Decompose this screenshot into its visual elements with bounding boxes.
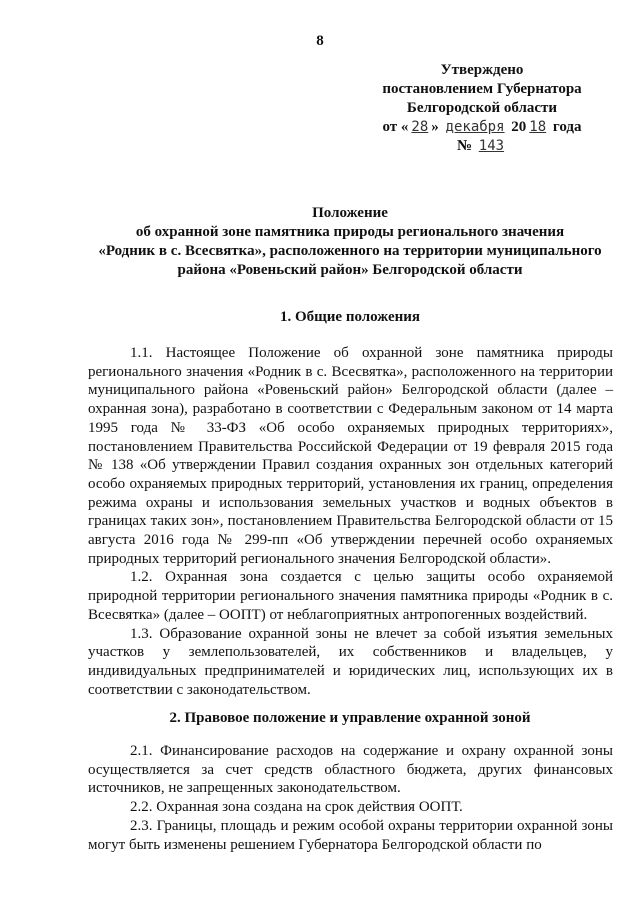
title-line-3: «Родник в с. Всесвятка», расположенного на территории муниципального (98, 243, 602, 259)
number-prefix: № (456, 138, 473, 154)
section-2-heading: 2. Правовое положение и управление охранной зоной (169, 710, 531, 726)
date-mid: » (431, 119, 439, 135)
section-1-heading: 1. Общие положения (279, 309, 421, 325)
date-day: 28 (411, 119, 429, 135)
approval-date (352, 118, 612, 137)
date-prefix: от « (382, 119, 409, 135)
page-number: 8 (316, 33, 324, 49)
date-suffix: года (552, 119, 582, 135)
date-year-suffix: 18 (529, 119, 547, 135)
approval-line-3: Белгородской области (406, 100, 558, 116)
date-year-prefix: 20 (511, 119, 527, 135)
approval-line-1: Утверждено (440, 62, 524, 78)
number-value: 143 (478, 138, 505, 154)
paragraph-2-3: 2.3. Границы, площадь и режим особой охраны территории охранной зоны могут быть изменены решением Губернатора Белгородской области по (88, 817, 613, 853)
paragraph-2-1: 2.1. Финансирование расходов на содержание и охрану охранной зоны осуществляется за счет средств областного бюджета, других финансовых источников, не запрещенных законодательством. (88, 743, 613, 797)
document-title (60, 204, 640, 280)
title-line-4: района «Ровеньский район» Белгородской области (177, 262, 523, 278)
paragraph-1-3: 1.3. Образование охранной зоны не влечет за собой изъятия земельных участков у землепользователей, их собственников и владельцев, у индивидуальных предпринимателей и юридических лиц, использующих их в соответствии с законодательством. (88, 625, 613, 698)
title-line-1: Положение (312, 205, 388, 221)
paragraph-2-2: 2.2. Охранная зона создана на срок действия ООПТ. (130, 799, 463, 816)
title-line-2: об охранной зоне памятника природы регионального значения (135, 224, 565, 240)
approval-stamp (352, 61, 612, 156)
section-1-body (88, 344, 613, 699)
section-2-body (88, 742, 613, 854)
paragraph-1-1: 1.1. Настоящее Положение об охранной зоне памятника природы регионального значения «Родник в с. Всесвятка», расположенного на территории муниципального района «Ровеньский район» Белгородской области (далее – охранная зона), разработано в соответствии с Федеральным законом от 14 марта 1995 года № 33-ФЗ «Об особо охраняемых природных территориях», постановлением Правительства Российской Федерации от 19 февраля 2015 года № 138 «Об утверждении Правил создания охранных зон отдельных категорий особо охраняемых природных территорий, установления их границ, определения режима охраны и использования земельных участков и водных объектов в границах таких зон», постановлением Правительства Белгородской области от 15 августа 2016 года № 299-пп «Об утверждении перечней особо охраняемых природных территорий регионального значения Белгородской области». (88, 345, 613, 567)
paragraph-1-2: 1.2. Охранная зона создается с целью защиты особо охраняемой природной территории регионального значения памятника природы «Родник в с. Всесвятка» (далее – ООПТ) от неблагоприятных антропогенных воздействий. (88, 569, 613, 623)
approval-line-2: постановлением Губернатора (382, 81, 582, 97)
approval-number (352, 137, 612, 156)
date-month: декабря (445, 119, 505, 135)
